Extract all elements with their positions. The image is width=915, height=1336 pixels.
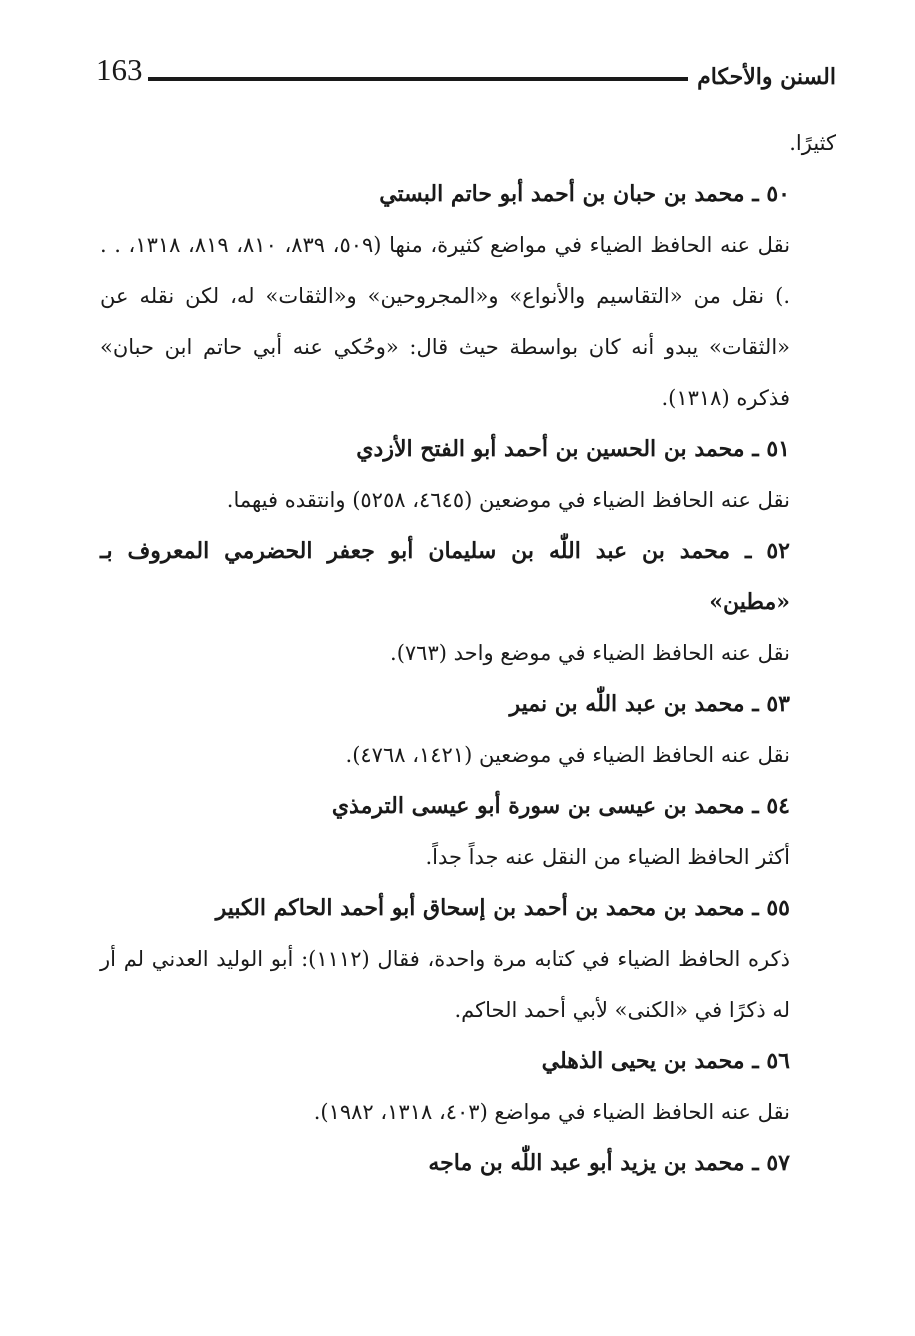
entry-heading-55: ٥٥ ـ محمد بن محمد بن أحمد بن إسحاق أبو أحمد الحاكم الكبير: [215, 895, 790, 921]
page-header: [96, 52, 836, 102]
entry-heading-57: ٥٧ ـ محمد بن يزيد أبو عبد اللّٰه بن ماجه: [428, 1150, 790, 1176]
entry-text-56: نقل عنه الحافظ الضياء في مواضع (٤٠٣، ١٣١٨، ١٩٨٢).: [313, 1100, 790, 1124]
running-title: السنن والأحكام: [697, 64, 836, 90]
page-body: [100, 118, 836, 1189]
continuation-text: كثيرًا.: [789, 131, 836, 155]
entry-heading-54: ٥٤ ـ محمد بن عيسى بن سورة أبو عيسى الترمذي: [331, 793, 790, 819]
entry-text-51: نقل عنه الحافظ الضياء في موضعين (٤٦٤٥، ٥٢٥٨) وانتقده فيهما.: [226, 488, 790, 512]
entry-text-50: نقل عنه الحافظ الضياء في مواضع كثيرة، منها (٥٠٩، ٨٣٩، ٨١٠، ٨١٩، ١٣١٨، . . .) نقل من «التقاسيم والأنواع» و«المجروحين» و«الثقات» له، لكن نقله عن «الثقات» يبدو أنه كان بواسطة حيث قال: «وحُكي عنه أبي حاتم ابن حبان» فذكره (١٣١٨).: [100, 233, 791, 410]
entry-text-54: أكثر الحافظ الضياء من النقل عنه جداً جداً.: [425, 845, 790, 869]
entry-heading-51: ٥١ ـ محمد بن الحسين بن أحمد أبو الفتح الأزدي: [356, 436, 790, 462]
entry-heading-56: ٥٦ ـ محمد بن يحيى الذهلي: [541, 1048, 790, 1074]
page-number: 163: [96, 52, 143, 87]
header-rule: [148, 77, 688, 81]
entry-heading-53: ٥٣ ـ محمد بن عبد اللّٰه بن نمير: [509, 691, 790, 717]
entry-text-53: نقل عنه الحافظ الضياء في موضعين (١٤٢١، ٤٧٦٨).: [345, 743, 790, 767]
entry-heading-50: ٥٠ ـ محمد بن حبان بن أحمد أبو حاتم البستي: [379, 181, 790, 207]
entry-text-55: ذكره الحافظ الضياء في كتابه مرة واحدة، فقال (١١١٢): أبو الوليد العدني لم أر له ذكرًا في «الكنى» لأبي أحمد الحاكم.: [100, 947, 790, 1022]
entry-heading-52: ٥٢ ـ محمد بن عبد اللّٰه بن سليمان أبو جعفر الحضرمي المعروف بـ «مطين»: [100, 538, 790, 615]
entry-text-52: نقل عنه الحافظ الضياء في موضع واحد (٧٦٣).: [390, 641, 790, 665]
